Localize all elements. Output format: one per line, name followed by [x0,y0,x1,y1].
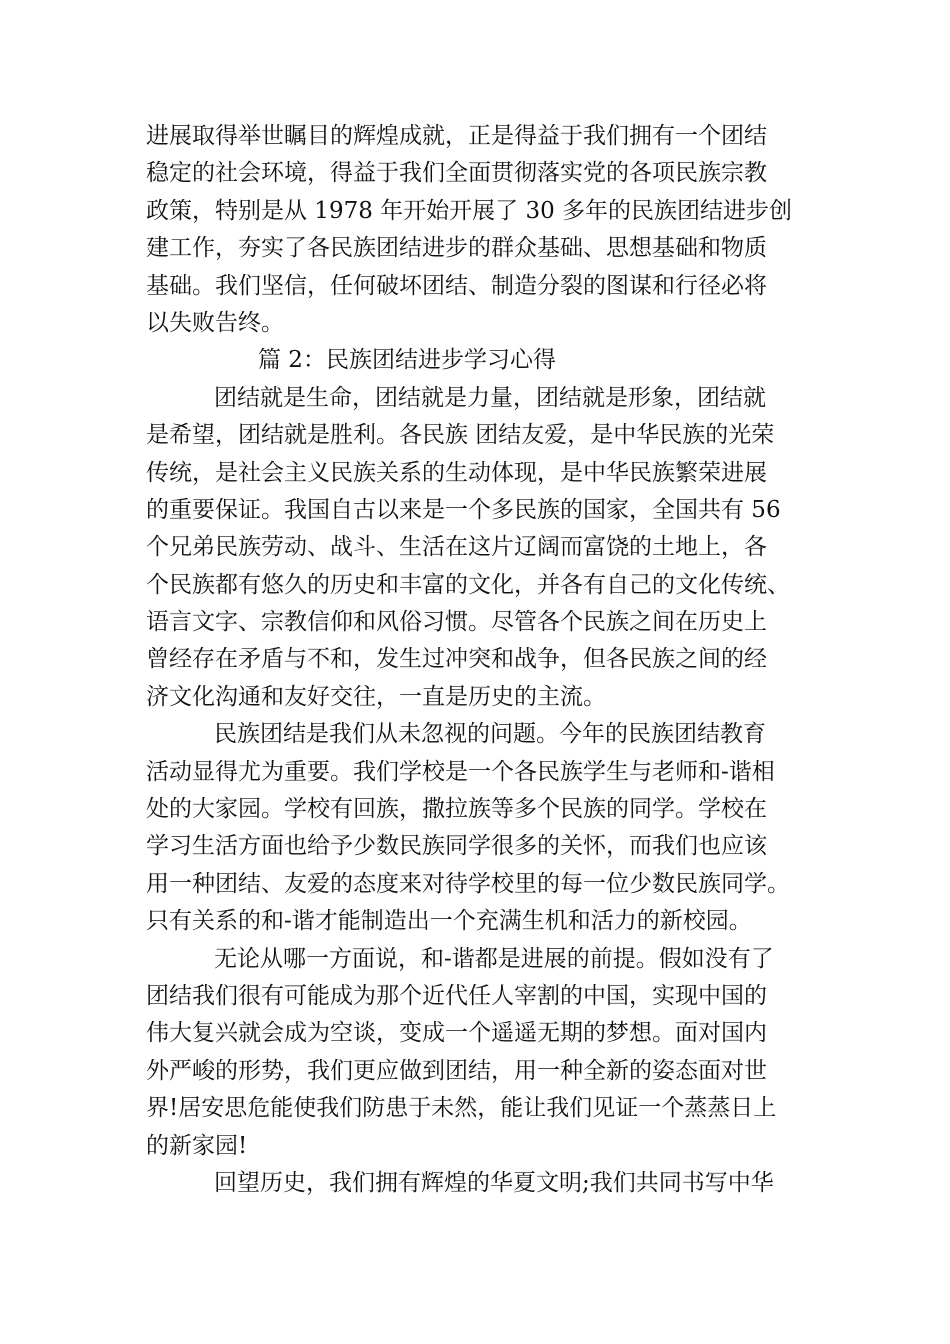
text-line: 建工作，夯实了各民族团结进步的群众基础、思想基础和物质 [146,235,767,262]
text-line: 用一种团结、友爱的态度来对待学校里的每一位少数民族同学。 [146,870,790,897]
text-line: 政策，特别是从 1978 年开始开展了 30 多年的民族团结进步创 [146,197,793,224]
paragraph [146,716,806,940]
text-line: 基础。我们坚信，任何破坏团结、制造分裂的图谋和行径必将 [146,272,767,299]
text-line: 团结我们很有可能成为那个近代任人宰割的中国，实现中国的 [146,982,767,1009]
paragraph [146,941,806,1165]
text-line: 处的大家园。学校有回族，撒拉族等多个民族的同学。学校在 [146,796,767,823]
text-line: 回望历史，我们拥有辉煌的华夏文明;我们共同书写中华 [214,1169,774,1196]
text-line: 传统，是社会主义民族关系的生动体现，是中华民族繁荣进展 [146,459,767,486]
text-line: 的重要保证。我国自古以来是一个多民族的国家，全国共有 56 [146,496,781,523]
paragraph [146,380,806,717]
paragraph-continuation [146,118,806,342]
text-line: 稳定的社会环境，得益于我们全面贯彻落实党的各项民族宗教 [146,160,767,187]
paragraph [146,1165,806,1202]
text-line: 外严峻的形势，我们更应做到团结，用一种全新的姿态面对世 [146,1057,767,1084]
text-line: 学习生活方面也给予少数民族同学很多的关怀，而我们也应该 [146,833,767,860]
text-line: 是希望，团结就是胜利。各民族 团结友爱，是中华民族的光荣 [146,422,775,449]
text-line: 进展取得举世瞩目的辉煌成就，正是得益于我们拥有一个团结 [146,123,767,149]
text-line: 只有关系的和-谐才能制造出一个充满生机和活力的新校园。 [146,908,752,935]
text-line: 个民族都有悠久的历史和丰富的文化，并各有自己的文化传统、 [146,571,790,598]
text-line: 个兄弟民族劳动、战斗、生活在这片辽阔而富饶的土地上，各 [146,534,767,561]
heading-text: 篇 2：民族团结进步学习心得 [258,347,556,374]
text-line: 活动显得尤为重要。我们学校是一个各民族学生与老师和-谐相 [146,758,775,785]
text-line: 以失败告终。 [146,309,284,336]
text-line: 民族团结是我们从未忽视的问题。今年的民族团结教育 [214,721,766,748]
document-body [146,118,806,1202]
section-heading [146,342,806,379]
text-line: 曾经存在矛盾与不和，发生过冲突和战争，但各民族之间的经 [146,646,767,673]
text-line: 界!居安思危能使我们防患于未然，能让我们见证一个蒸蒸日上 [146,1095,777,1122]
text-line: 伟大复兴就会成为空谈，变成一个遥遥无期的梦想。面对国内 [146,1020,767,1047]
text-line: 语言文字、宗教信仰和风俗习惯。尽管各个民族之间在历史上 [146,609,767,636]
text-line: 团结就是生命，团结就是力量，团结就是形象，团结就 [214,384,766,411]
text-line: 无论从哪一方面说，和-谐都是进展的前提。假如没有了 [214,945,774,972]
text-line: 的新家园! [146,1132,248,1159]
text-line: 济文化沟通和友好交往，一直是历史的主流。 [146,683,606,710]
